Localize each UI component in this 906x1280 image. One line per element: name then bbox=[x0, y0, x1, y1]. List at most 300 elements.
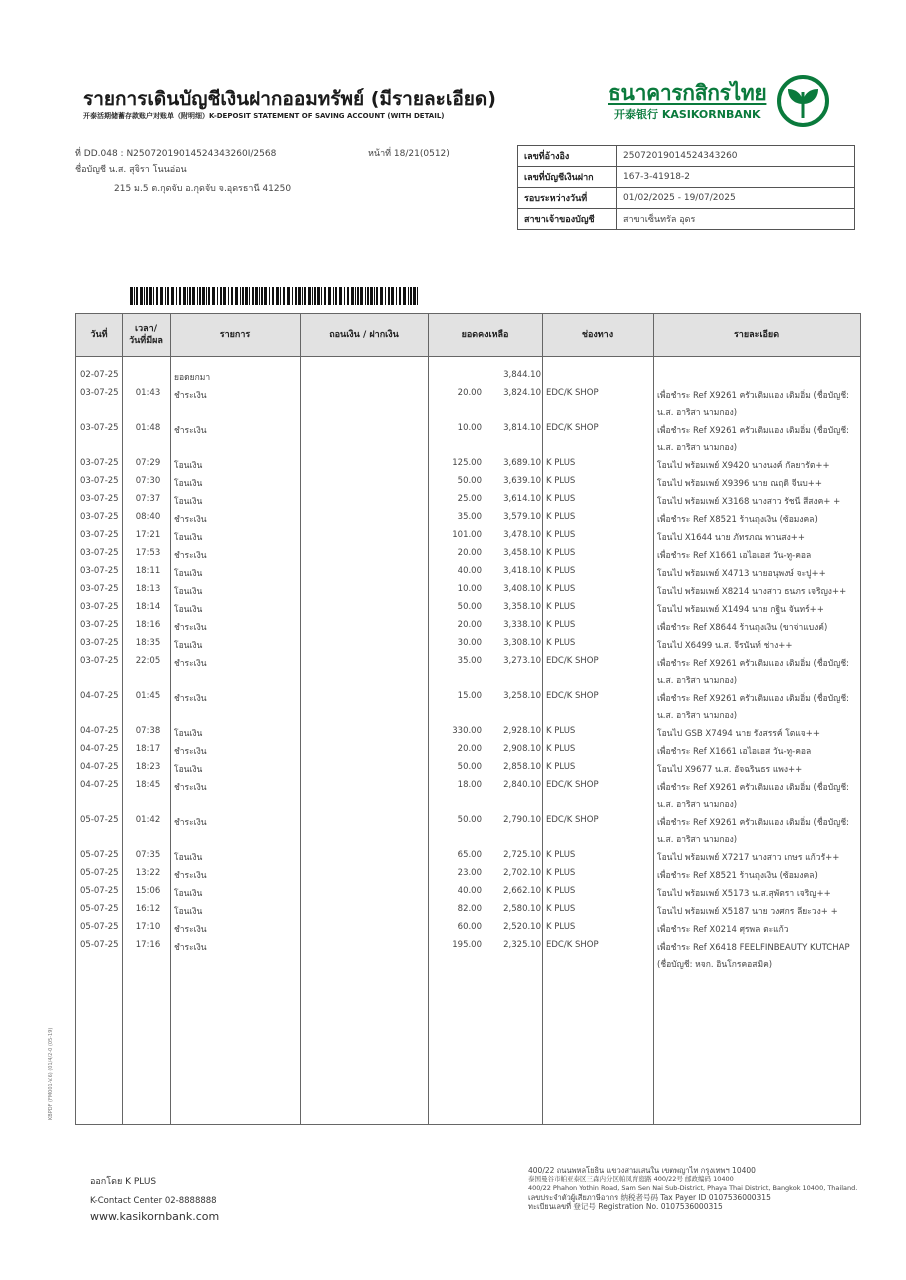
info-row bbox=[518, 146, 855, 167]
barcode-bar bbox=[308, 287, 311, 305]
table-row bbox=[76, 476, 860, 493]
row-amount: 101.00 bbox=[452, 530, 482, 540]
row-time: 17:21 bbox=[135, 530, 161, 540]
row-item: โอนเงิน bbox=[174, 569, 203, 579]
barcode-bar bbox=[140, 287, 143, 305]
row-amount: 23.00 bbox=[457, 868, 482, 878]
barcode-bar bbox=[396, 287, 397, 305]
row-time: 16:12 bbox=[135, 904, 161, 914]
row-balance: 3,418.10 bbox=[503, 566, 541, 576]
barcode-bar bbox=[217, 287, 218, 305]
column-header-balance: ยอดคงเหลือ bbox=[461, 330, 509, 340]
row-item: โอนเงิน bbox=[174, 479, 203, 489]
table-row bbox=[76, 850, 860, 867]
barcode-bar bbox=[324, 287, 326, 305]
row-balance: 3,273.10 bbox=[503, 656, 541, 666]
table-row bbox=[76, 602, 860, 619]
row-date: 03-07-25 bbox=[80, 458, 119, 468]
row-time: 18:16 bbox=[135, 620, 161, 630]
info-label: รอบระหว่างวันที่ bbox=[518, 188, 617, 209]
barcode-bar bbox=[144, 287, 145, 305]
row-item: โอนเงิน bbox=[174, 907, 203, 917]
column-header-amount: ถอนเงิน / ฝากเงิน bbox=[329, 330, 399, 340]
row-channel: K PLUS bbox=[546, 744, 576, 754]
table-row bbox=[76, 388, 860, 422]
row-amount: 50.00 bbox=[457, 762, 482, 772]
barcode-bar bbox=[167, 287, 169, 305]
barcode bbox=[130, 287, 418, 305]
row-item: โอนเงิน bbox=[174, 729, 203, 739]
row-balance: 3,579.10 bbox=[503, 512, 541, 522]
row-date: 03-07-25 bbox=[80, 584, 119, 594]
row-balance: 2,790.10 bbox=[503, 815, 541, 825]
info-label: สาขาเจ้าของบัญชี bbox=[518, 209, 617, 230]
kasikornbank-leaf-logo-icon bbox=[776, 74, 830, 128]
barcode-bar bbox=[328, 287, 331, 305]
barcode-bar bbox=[292, 287, 293, 305]
barcode-bar bbox=[335, 287, 337, 305]
row-item: ชำระเงิน bbox=[174, 391, 207, 401]
row-balance: 2,325.10 bbox=[503, 940, 541, 950]
info-value: 01/02/2025 - 19/07/2025 bbox=[617, 188, 855, 209]
table-row bbox=[76, 512, 860, 529]
tax-id: เลขประจำตัวผู้เสียภาษีอากร 纳税者号码 Tax Payer ID 0107536000315 bbox=[528, 1193, 771, 1202]
row-item: โอนเงิน bbox=[174, 533, 203, 543]
barcode-bar bbox=[287, 287, 290, 305]
account-info-table bbox=[517, 145, 855, 230]
barcode-bar bbox=[149, 287, 152, 305]
account-name: ชื่อบัญชี น.ส. สุจิรา โนนอ่อน bbox=[75, 165, 187, 175]
row-date: 03-07-25 bbox=[80, 602, 119, 612]
table-row bbox=[76, 370, 860, 387]
row-date: 04-07-25 bbox=[80, 744, 119, 754]
barcode-bar bbox=[295, 287, 297, 305]
row-date: 05-07-25 bbox=[80, 904, 119, 914]
row-channel: K PLUS bbox=[546, 530, 576, 540]
row-item: โอนเงิน bbox=[174, 889, 203, 899]
barcode-bar bbox=[134, 287, 135, 305]
row-channel: EDC/K SHOP bbox=[546, 423, 599, 433]
row-channel: K PLUS bbox=[546, 620, 576, 630]
row-balance: 2,520.10 bbox=[503, 922, 541, 932]
reference-line: ที่ DD.048 : N25072019014524343260I/2568 bbox=[75, 149, 277, 159]
row-balance: 3,689.10 bbox=[503, 458, 541, 468]
row-channel: K PLUS bbox=[546, 512, 576, 522]
barcode-bar bbox=[245, 287, 248, 305]
row-date: 03-07-25 bbox=[80, 494, 119, 504]
barcode-bar bbox=[339, 287, 342, 305]
row-detail: โอนไป GSB X7494 นาย รังสรรค์ โตแจ++ bbox=[657, 729, 821, 739]
row-balance: 2,908.10 bbox=[503, 744, 541, 754]
barcode-bar bbox=[156, 287, 158, 305]
row-balance: 2,702.10 bbox=[503, 868, 541, 878]
row-amount: 60.00 bbox=[457, 922, 482, 932]
barcode-bar bbox=[276, 287, 279, 305]
barcode-bar bbox=[136, 287, 138, 305]
row-detail: เพื่อชำระ Ref X9261 ครัวเติมแอง เติมอิ่ม (ชื่อบัญชี: น.ส. อาริสา นามกอง) bbox=[657, 391, 849, 418]
table-row bbox=[76, 762, 860, 779]
row-item: โอนเงิน bbox=[174, 853, 203, 863]
row-channel: EDC/K SHOP bbox=[546, 691, 599, 701]
row-time: 18:45 bbox=[135, 780, 161, 790]
row-amount: 50.00 bbox=[457, 476, 482, 486]
info-value: 167-3-41918-2 bbox=[617, 167, 855, 188]
barcode-bar bbox=[249, 287, 250, 305]
barcode-bar bbox=[408, 287, 409, 305]
row-item: ชำระเงิน bbox=[174, 871, 207, 881]
table-row bbox=[76, 691, 860, 725]
row-item: ชำระเงิน bbox=[174, 694, 207, 704]
barcode-bar bbox=[146, 287, 148, 305]
issued-by: ออกโดย K PLUS bbox=[90, 1177, 157, 1187]
barcode-bar bbox=[264, 287, 267, 305]
row-channel: K PLUS bbox=[546, 494, 576, 504]
row-item: โอนเงิน bbox=[174, 641, 203, 651]
barcode-bar bbox=[399, 287, 401, 305]
row-balance: 3,358.10 bbox=[503, 602, 541, 612]
row-time: 01:45 bbox=[135, 691, 161, 701]
table-row bbox=[76, 904, 860, 921]
info-value: 25072019014524343260 bbox=[617, 146, 855, 167]
row-time: 18:13 bbox=[135, 584, 161, 594]
row-detail: โอนไป พร้อมเพย์ X5173 น.ส.สุพัตรา เจริญ++ bbox=[657, 889, 831, 899]
row-detail: โอนไป X6499 น.ส. จีรนันท์ ช่าง++ bbox=[657, 641, 793, 651]
barcode-bar bbox=[208, 287, 210, 305]
website-link[interactable]: www.kasikornbank.com bbox=[90, 1210, 220, 1223]
row-amount: 40.00 bbox=[457, 566, 482, 576]
barcode-bar bbox=[374, 287, 375, 305]
row-detail: เพื่อชำระ Ref X0214 ศุรพล ตะแก้ว bbox=[657, 925, 789, 935]
row-balance: 3,338.10 bbox=[503, 620, 541, 630]
barcode-bar bbox=[235, 287, 238, 305]
row-amount: 40.00 bbox=[457, 886, 482, 896]
row-amount: 35.00 bbox=[457, 512, 482, 522]
column-header-time-line1: เวลา/ bbox=[135, 324, 157, 334]
row-time: 07:35 bbox=[135, 850, 161, 860]
row-amount: 35.00 bbox=[457, 656, 482, 666]
row-amount: 20.00 bbox=[457, 744, 482, 754]
row-amount: 10.00 bbox=[457, 423, 482, 433]
row-balance: 2,662.10 bbox=[503, 886, 541, 896]
barcode-bar bbox=[130, 287, 133, 305]
address-thai: 400/22 ถนนพหลโยธิน แขวงสามเสนใน เขตพญาไท กรุงเทพฯ 10400 bbox=[528, 1166, 756, 1175]
table-row bbox=[76, 566, 860, 583]
column-header-detail: รายละเอียด bbox=[733, 330, 780, 340]
barcode-bar bbox=[220, 287, 222, 305]
row-time: 22:05 bbox=[135, 656, 161, 666]
barcode-bar bbox=[388, 287, 390, 305]
row-channel: EDC/K SHOP bbox=[546, 656, 599, 666]
row-date: 03-07-25 bbox=[80, 548, 119, 558]
table-row bbox=[76, 494, 860, 511]
row-date: 03-07-25 bbox=[80, 620, 119, 630]
barcode-bar bbox=[283, 287, 285, 305]
row-time: 17:53 bbox=[135, 548, 161, 558]
row-channel: K PLUS bbox=[546, 458, 576, 468]
info-value: สาขาเซ็นทรัล อุดร bbox=[617, 209, 855, 230]
row-balance: 3,814.10 bbox=[503, 423, 541, 433]
barcode-bar bbox=[255, 287, 258, 305]
info-label: เลขที่อ้างอิง bbox=[518, 146, 617, 167]
info-label: เลขที่บัญชีเงินฝาก bbox=[518, 167, 617, 188]
row-item: ชำระเงิน bbox=[174, 925, 207, 935]
row-amount: 195.00 bbox=[452, 940, 482, 950]
row-item: ชำระเงิน bbox=[174, 818, 207, 828]
row-detail: โอนไป พร้อมเพย์ X4713 นายอนุพงษ์ จะปู++ bbox=[657, 569, 826, 579]
row-detail: เพื่อชำระ Ref X8644 ร้านถุงเงิน (ขาจ่าแบงค์) bbox=[657, 623, 828, 633]
row-detail: โอนไป พร้อมเพย์ X8214 นางสาว ธนภร เจริญง++ bbox=[657, 587, 847, 597]
row-channel: K PLUS bbox=[546, 904, 576, 914]
row-channel: K PLUS bbox=[546, 476, 576, 486]
column-header-item: รายการ bbox=[219, 330, 251, 340]
row-amount: 30.00 bbox=[457, 638, 482, 648]
row-item: โอนเงิน bbox=[174, 461, 203, 471]
row-detail: เพื่อชำระ Ref X8521 ร้านถุงเงิน (ซ้อมงคล) bbox=[657, 871, 818, 881]
row-time: 07:38 bbox=[135, 726, 161, 736]
row-balance: 3,844.10 bbox=[503, 370, 541, 380]
row-amount: 20.00 bbox=[457, 620, 482, 630]
table-row bbox=[76, 726, 860, 743]
row-detail: เพื่อชำระ Ref X9261 ครัวเติมแอง เติมอิ่ม (ชื่อบัญชี: น.ส. อาริสา นามกอง) bbox=[657, 818, 849, 845]
row-time: 15:06 bbox=[135, 886, 161, 896]
barcode-bar bbox=[242, 287, 244, 305]
row-time: 07:37 bbox=[135, 494, 161, 504]
barcode-bar bbox=[206, 287, 207, 305]
barcode-bar bbox=[197, 287, 198, 305]
column-header-channel: ช่องทาง bbox=[581, 330, 614, 340]
barcode-bar bbox=[298, 287, 301, 305]
info-row bbox=[518, 209, 855, 230]
barcode-bar bbox=[367, 287, 369, 305]
row-channel: K PLUS bbox=[546, 868, 576, 878]
row-item: โอนเงิน bbox=[174, 605, 203, 615]
row-detail: เพื่อชำระ Ref X9261 ครัวเติมแอง เติมอิ่ม (ชื่อบัญชี: น.ส. อาริสา นามกอง) bbox=[657, 783, 849, 810]
row-item: โอนเงิน bbox=[174, 765, 203, 775]
row-item: ชำระเงิน bbox=[174, 551, 207, 561]
row-amount: 65.00 bbox=[457, 850, 482, 860]
row-date: 05-07-25 bbox=[80, 886, 119, 896]
barcode-bar bbox=[317, 287, 320, 305]
row-detail: โอนไป พร้อมเพย์ X9420 นางนงค์ กัลยารัต++ bbox=[657, 461, 830, 471]
row-time: 17:16 bbox=[135, 940, 161, 950]
barcode-bar bbox=[312, 287, 313, 305]
address-chinese: 泰国曼谷市帕亚泰区三森内分区帕凤育庭路 400/22号 邮政编码 10400 bbox=[528, 1175, 734, 1183]
row-date: 03-07-25 bbox=[80, 476, 119, 486]
row-date: 04-07-25 bbox=[80, 691, 119, 701]
table-row bbox=[76, 584, 860, 601]
row-detail: โอนไป พร้อมเพย์ X9396 นาย ณฤดิ จีนบ++ bbox=[657, 479, 823, 489]
row-item: ชำระเงิน bbox=[174, 659, 207, 669]
contact-center: K-Contact Center 02-8888888 bbox=[90, 1196, 217, 1206]
column-header-date: วันที่ bbox=[90, 330, 108, 340]
row-detail: เพื่อชำระ Ref X9261 ครัวเติมแอง เติมอิ่ม (ชื่อบัญชี: น.ส. อาริสา นามกอง) bbox=[657, 426, 849, 453]
row-item: โอนเงิน bbox=[174, 587, 203, 597]
row-date: 04-07-25 bbox=[80, 780, 119, 790]
row-detail: เพื่อชำระ Ref X8521 ร้านถุงเงิน (ซ้อมงคล) bbox=[657, 515, 818, 525]
row-time: 01:42 bbox=[135, 815, 161, 825]
table-row bbox=[76, 940, 860, 974]
table-row bbox=[76, 530, 860, 547]
row-item: ชำระเงิน bbox=[174, 515, 207, 525]
row-time: 07:29 bbox=[135, 458, 161, 468]
row-balance: 2,928.10 bbox=[503, 726, 541, 736]
row-detail: เพื่อชำระ Ref X1661 เอไอเอส วัน-ทู-คอล bbox=[657, 551, 812, 561]
row-channel: EDC/K SHOP bbox=[546, 940, 599, 950]
barcode-bar bbox=[417, 287, 418, 305]
barcode-bar bbox=[269, 287, 270, 305]
row-channel: K PLUS bbox=[546, 886, 576, 896]
row-date: 03-07-25 bbox=[80, 530, 119, 540]
row-channel: K PLUS bbox=[546, 922, 576, 932]
barcode-bar bbox=[357, 287, 359, 305]
barcode-bar bbox=[413, 287, 416, 305]
barcode-bar bbox=[192, 287, 195, 305]
barcode-bar bbox=[376, 287, 378, 305]
row-date: 03-07-25 bbox=[80, 638, 119, 648]
barcode-bar bbox=[228, 287, 229, 305]
barcode-bar bbox=[171, 287, 174, 305]
transactions-table bbox=[75, 313, 861, 1125]
barcode-bar bbox=[333, 287, 334, 305]
row-time: 18:35 bbox=[135, 638, 161, 648]
row-balance: 2,840.10 bbox=[503, 780, 541, 790]
table-row bbox=[76, 638, 860, 655]
row-channel: K PLUS bbox=[546, 638, 576, 648]
barcode-bar bbox=[261, 287, 263, 305]
table-row bbox=[76, 656, 860, 690]
row-channel: EDC/K SHOP bbox=[546, 815, 599, 825]
row-date: 05-07-25 bbox=[80, 850, 119, 860]
row-balance: 3,639.10 bbox=[503, 476, 541, 486]
row-detail: เพื่อชำระ Ref X9261 ครัวเติมแอง เติมอิ่ม (ชื่อบัญชี: น.ส. อาริสา นามกอง) bbox=[657, 694, 849, 721]
statement-subtitle: 开泰活期储蓄存款账户对账单（附明细）K-DEPOSIT STATEMENT OF SAVING ACCOUNT (WITH DETAIL) bbox=[83, 112, 445, 120]
row-time: 18:11 bbox=[135, 566, 161, 576]
row-channel: K PLUS bbox=[546, 762, 576, 772]
table-row bbox=[76, 780, 860, 814]
row-date: 04-07-25 bbox=[80, 762, 119, 772]
row-amount: 50.00 bbox=[457, 815, 482, 825]
row-date: 04-07-25 bbox=[80, 726, 119, 736]
barcode-bar bbox=[165, 287, 166, 305]
row-amount: 82.00 bbox=[457, 904, 482, 914]
row-item: โอนเงิน bbox=[174, 497, 203, 507]
info-row bbox=[518, 167, 855, 188]
table-row bbox=[76, 744, 860, 761]
barcode-bar bbox=[189, 287, 191, 305]
registration-no: ทะเบียนเลขที่ 登记号 Registration No. 0107536000315 bbox=[528, 1202, 723, 1211]
account-address: 215 ม.5 ต.กุดจับ อ.กุดจับ จ.อุดรธานี 41250 bbox=[114, 184, 292, 194]
row-balance: 3,458.10 bbox=[503, 548, 541, 558]
row-time: 18:17 bbox=[135, 744, 161, 754]
row-balance: 2,725.10 bbox=[503, 850, 541, 860]
barcode-bar bbox=[391, 287, 394, 305]
barcode-bar bbox=[360, 287, 363, 305]
row-time: 01:48 bbox=[135, 423, 161, 433]
barcode-bar bbox=[304, 287, 306, 305]
form-code: KBPDF (FM001-V.6) (01/4/2-0 (05-19) bbox=[48, 1027, 54, 1120]
row-item: ชำระเงิน bbox=[174, 426, 207, 436]
barcode-bar bbox=[153, 287, 154, 305]
barcode-bar bbox=[321, 287, 322, 305]
row-channel: K PLUS bbox=[546, 566, 576, 576]
row-amount: 20.00 bbox=[457, 388, 482, 398]
row-date: 05-07-25 bbox=[80, 940, 119, 950]
row-date: 03-07-25 bbox=[80, 388, 119, 398]
barcode-bar bbox=[385, 287, 386, 305]
row-time: 17:10 bbox=[135, 922, 161, 932]
row-date: 03-07-25 bbox=[80, 566, 119, 576]
barcode-bar bbox=[272, 287, 274, 305]
column-header-time bbox=[122, 314, 170, 356]
barcode-bar bbox=[280, 287, 281, 305]
page-number: หน้าที่ 18/21(0512) bbox=[368, 149, 450, 159]
row-detail: โอนไป พร้อมเพย์ X1494 นาย กฐิน จันทร์++ bbox=[657, 605, 824, 615]
barcode-bar bbox=[365, 287, 366, 305]
barcode-bar bbox=[370, 287, 373, 305]
row-channel: K PLUS bbox=[546, 584, 576, 594]
row-item: ยอดยกมา bbox=[174, 373, 211, 383]
row-channel: K PLUS bbox=[546, 726, 576, 736]
row-item: ชำระเงิน bbox=[174, 747, 207, 757]
table-row bbox=[76, 922, 860, 939]
row-amount: 20.00 bbox=[457, 548, 482, 558]
barcode-bar bbox=[410, 287, 412, 305]
row-amount: 18.00 bbox=[457, 780, 482, 790]
row-channel: EDC/K SHOP bbox=[546, 388, 599, 398]
barcode-bar bbox=[252, 287, 254, 305]
row-detail: เพื่อชำระ Ref X1661 เอไอเอส วัน-ทู-คอล bbox=[657, 747, 812, 757]
row-channel: K PLUS bbox=[546, 850, 576, 860]
row-channel: K PLUS bbox=[546, 602, 576, 612]
barcode-bar bbox=[160, 287, 163, 305]
barcode-bar bbox=[223, 287, 226, 305]
table-row bbox=[76, 620, 860, 637]
row-balance: 2,580.10 bbox=[503, 904, 541, 914]
row-balance: 3,308.10 bbox=[503, 638, 541, 648]
row-detail: เพื่อชำระ Ref X9261 ครัวเติมแอง เติมอิ่ม (ชื่อบัญชี: น.ส. อาริสา นามกอง) bbox=[657, 659, 849, 686]
row-amount: 50.00 bbox=[457, 602, 482, 612]
table-row bbox=[76, 815, 860, 849]
barcode-bar bbox=[403, 287, 406, 305]
row-detail: โอนไป พร้อมเพย์ X7217 นางสาว เกษร แก้วรั++ bbox=[657, 853, 840, 863]
barcode-bar bbox=[302, 287, 303, 305]
row-date: 03-07-25 bbox=[80, 423, 119, 433]
barcode-bar bbox=[240, 287, 241, 305]
bank-name-thai: ธนาคารกสิกรไทย bbox=[608, 81, 767, 105]
row-time: 07:30 bbox=[135, 476, 161, 486]
row-detail: โอนไป พร้อมเพย์ X5187 นาย วงศกร ลียะวง+ + bbox=[657, 907, 838, 917]
barcode-bar bbox=[183, 287, 186, 305]
row-date: 05-07-25 bbox=[80, 868, 119, 878]
row-balance: 3,824.10 bbox=[503, 388, 541, 398]
row-balance: 3,478.10 bbox=[503, 530, 541, 540]
row-time: 13:22 bbox=[135, 868, 161, 878]
bank-name-english: 开泰银行 KASIKORNBANK bbox=[614, 108, 761, 121]
row-item: ชำระเงิน bbox=[174, 623, 207, 633]
barcode-bar bbox=[380, 287, 383, 305]
row-time: 18:23 bbox=[135, 762, 161, 772]
row-date: 02-07-25 bbox=[80, 370, 119, 380]
row-detail: โอนไป X9677 น.ส. อัจฉรินธร แพง++ bbox=[657, 765, 803, 775]
barcode-bar bbox=[199, 287, 201, 305]
statement-title: รายการเดินบัญชีเงินฝากออมทรัพย์ (มีรายละเอียด) bbox=[83, 88, 496, 110]
barcode-bar bbox=[202, 287, 205, 305]
row-date: 05-07-25 bbox=[80, 815, 119, 825]
barcode-bar bbox=[355, 287, 356, 305]
row-item: ชำระเงิน bbox=[174, 783, 207, 793]
row-balance: 3,258.10 bbox=[503, 691, 541, 701]
row-amount: 25.00 bbox=[457, 494, 482, 504]
